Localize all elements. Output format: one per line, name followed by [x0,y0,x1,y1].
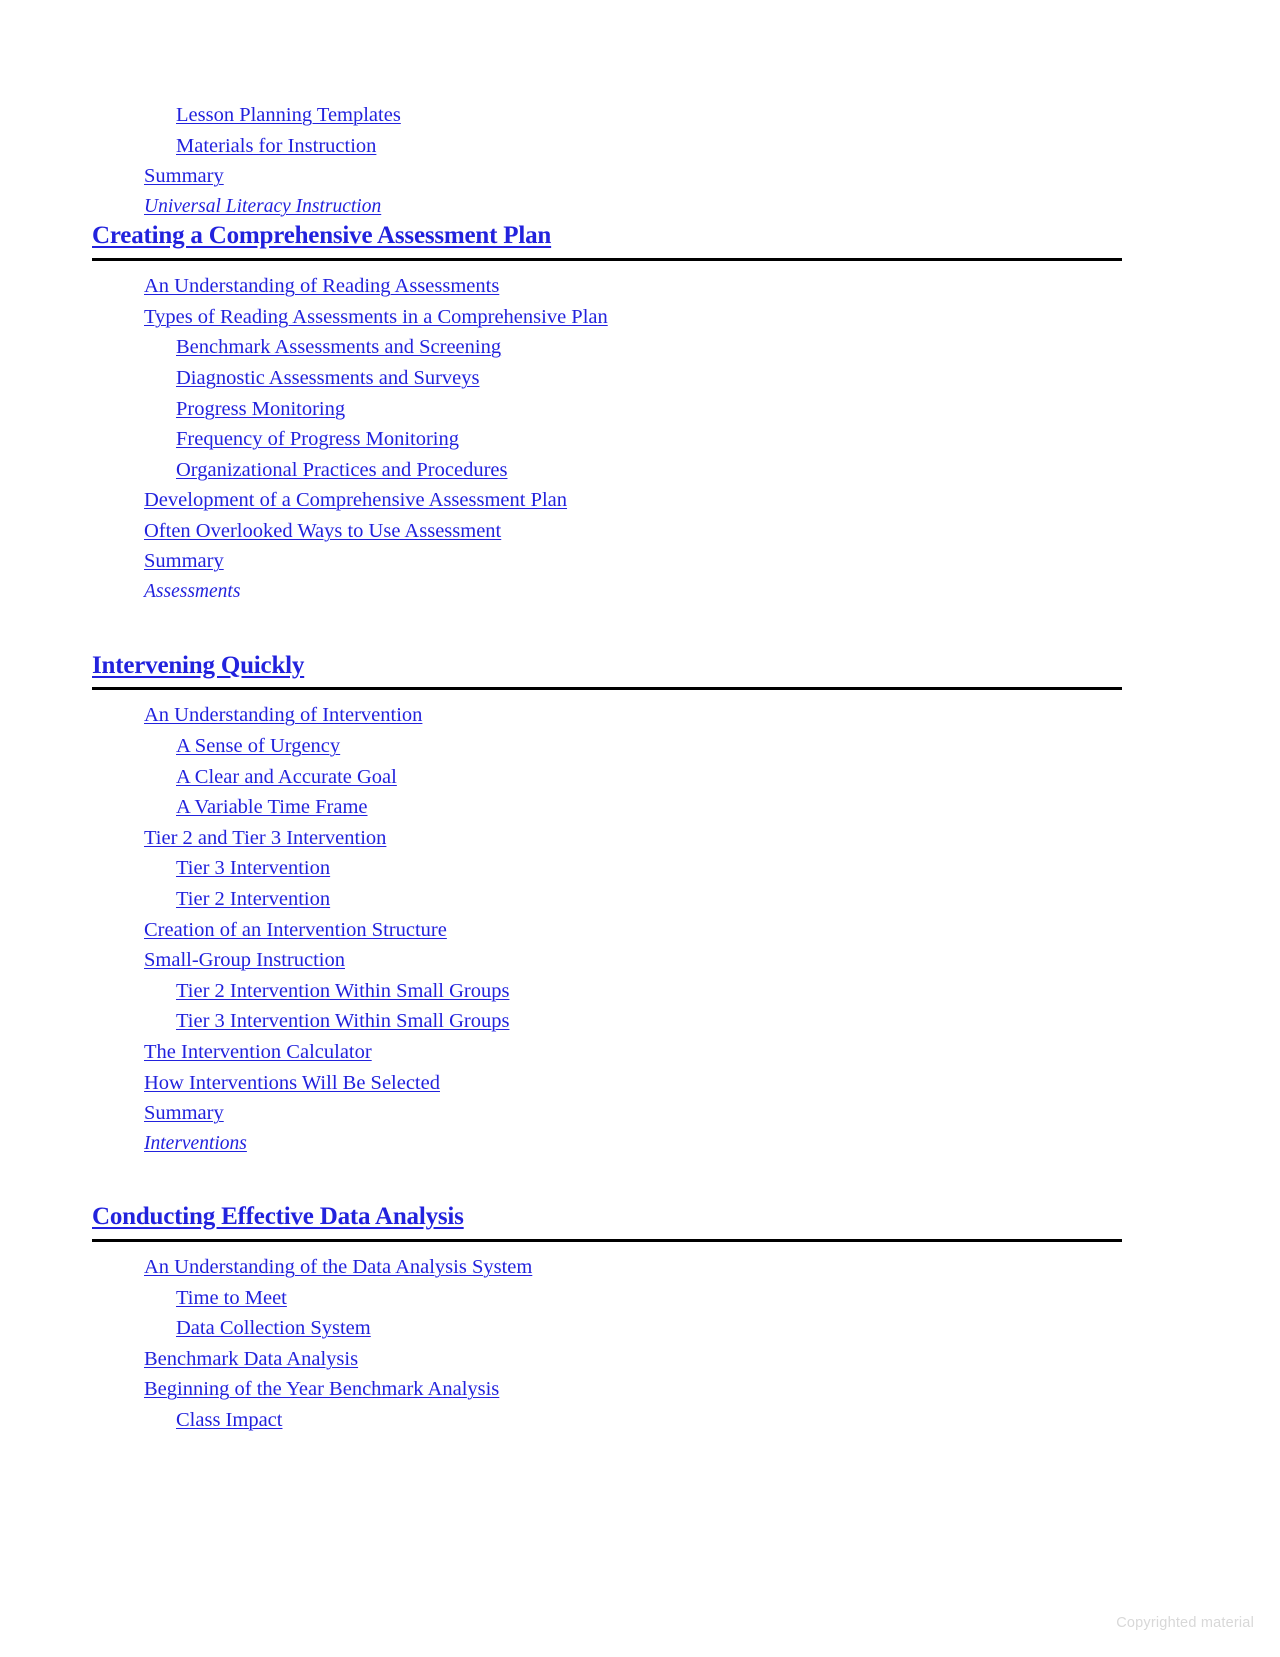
toc-entry-list [92,700,1132,1159]
toc-entry[interactable]: Often Overlooked Ways to Use Assessment [144,519,502,542]
toc-sections-host [92,222,1132,1435]
toc-section [92,222,1132,607]
toc-entry[interactable]: Development of a Comprehensive Assessment Plan [144,489,568,512]
section-divider-rule [92,1239,1122,1242]
toc-entry[interactable]: Interventions [144,1132,247,1154]
toc-section-heading[interactable]: Creating a Comprehensive Assessment Plan [92,222,552,250]
toc-entry[interactable]: Materials for Instruction [176,134,377,157]
toc-section-heading-wrap [92,652,1132,685]
section-divider-rule [92,687,1122,690]
toc-entry[interactable]: An Understanding of the Data Analysis System [144,1256,533,1279]
toc-entry[interactable]: The Intervention Calculator [144,1040,372,1063]
toc-entry[interactable]: Types of Reading Assessments in a Comprehensive Plan [144,305,608,328]
toc-entry[interactable]: Tier 2 Intervention [176,887,331,910]
toc-entry[interactable]: Summary [144,550,224,573]
toc-entry[interactable]: A Sense of Urgency [176,735,341,757]
toc-section-heading[interactable]: Intervening Quickly [92,651,305,679]
toc-entry[interactable]: An Understanding of Reading Assessments [144,275,500,298]
toc-entry[interactable]: How Interventions Will Be Selected [144,1071,440,1094]
toc-entry[interactable]: Lesson Planning Templates [176,104,401,126]
toc-entry[interactable]: Benchmark Data Analysis [144,1347,359,1370]
toc-section-heading-wrap [92,222,1132,255]
toc-entry[interactable]: Universal Literacy Instruction [144,195,382,217]
toc-entry[interactable]: Frequency of Progress Monitoring [176,428,459,451]
toc-entry[interactable]: Data Collection System [176,1317,371,1340]
toc-section [92,1203,1132,1435]
toc-entry[interactable]: Summary [144,165,224,188]
toc-section-heading[interactable]: Conducting Effective Data Analysis [92,1203,464,1231]
toc-entry[interactable]: Progress Monitoring [176,397,346,420]
toc-entry[interactable]: Small-Group Instruction [144,949,345,972]
toc-entry[interactable]: Beginning of the Year Benchmark Analysis [144,1378,500,1401]
section-divider-rule [92,258,1122,261]
toc-entry[interactable]: Time to Meet [176,1286,287,1309]
toc-section-continued [92,100,1132,222]
toc-entry-list [92,100,1132,222]
toc-entry[interactable]: Diagnostic Assessments and Surveys [176,366,480,389]
toc-entry-list [92,271,1132,608]
toc-section [92,652,1132,1160]
copyright-watermark: Copyrighted material [1116,1615,1254,1631]
toc-entry[interactable]: A Clear and Accurate Goal [176,765,397,788]
toc-entry[interactable]: Tier 2 and Tier 3 Intervention [144,826,387,849]
toc-entry[interactable]: Tier 3 Intervention Within Small Groups [176,1010,510,1033]
table-of-contents [92,100,1132,1436]
toc-entry[interactable]: Organizational Practices and Procedures [176,458,508,481]
toc-entry[interactable]: Tier 3 Intervention [176,857,331,880]
toc-entry[interactable]: Tier 2 Intervention Within Small Groups [176,979,510,1002]
toc-entry[interactable]: An Understanding of Intervention [144,704,423,727]
toc-entry: Assessments [144,581,241,603]
toc-entry[interactable]: Benchmark Assessments and Screening [176,336,502,359]
toc-entry[interactable]: Class Impact [176,1409,283,1432]
toc-entry-list [92,1252,1132,1436]
toc-section-heading-wrap [92,1203,1132,1236]
toc-entry[interactable]: Creation of an Intervention Structure [144,918,447,941]
toc-entry[interactable]: Summary [144,1102,224,1125]
toc-entry[interactable]: A Variable Time Frame [176,796,368,819]
